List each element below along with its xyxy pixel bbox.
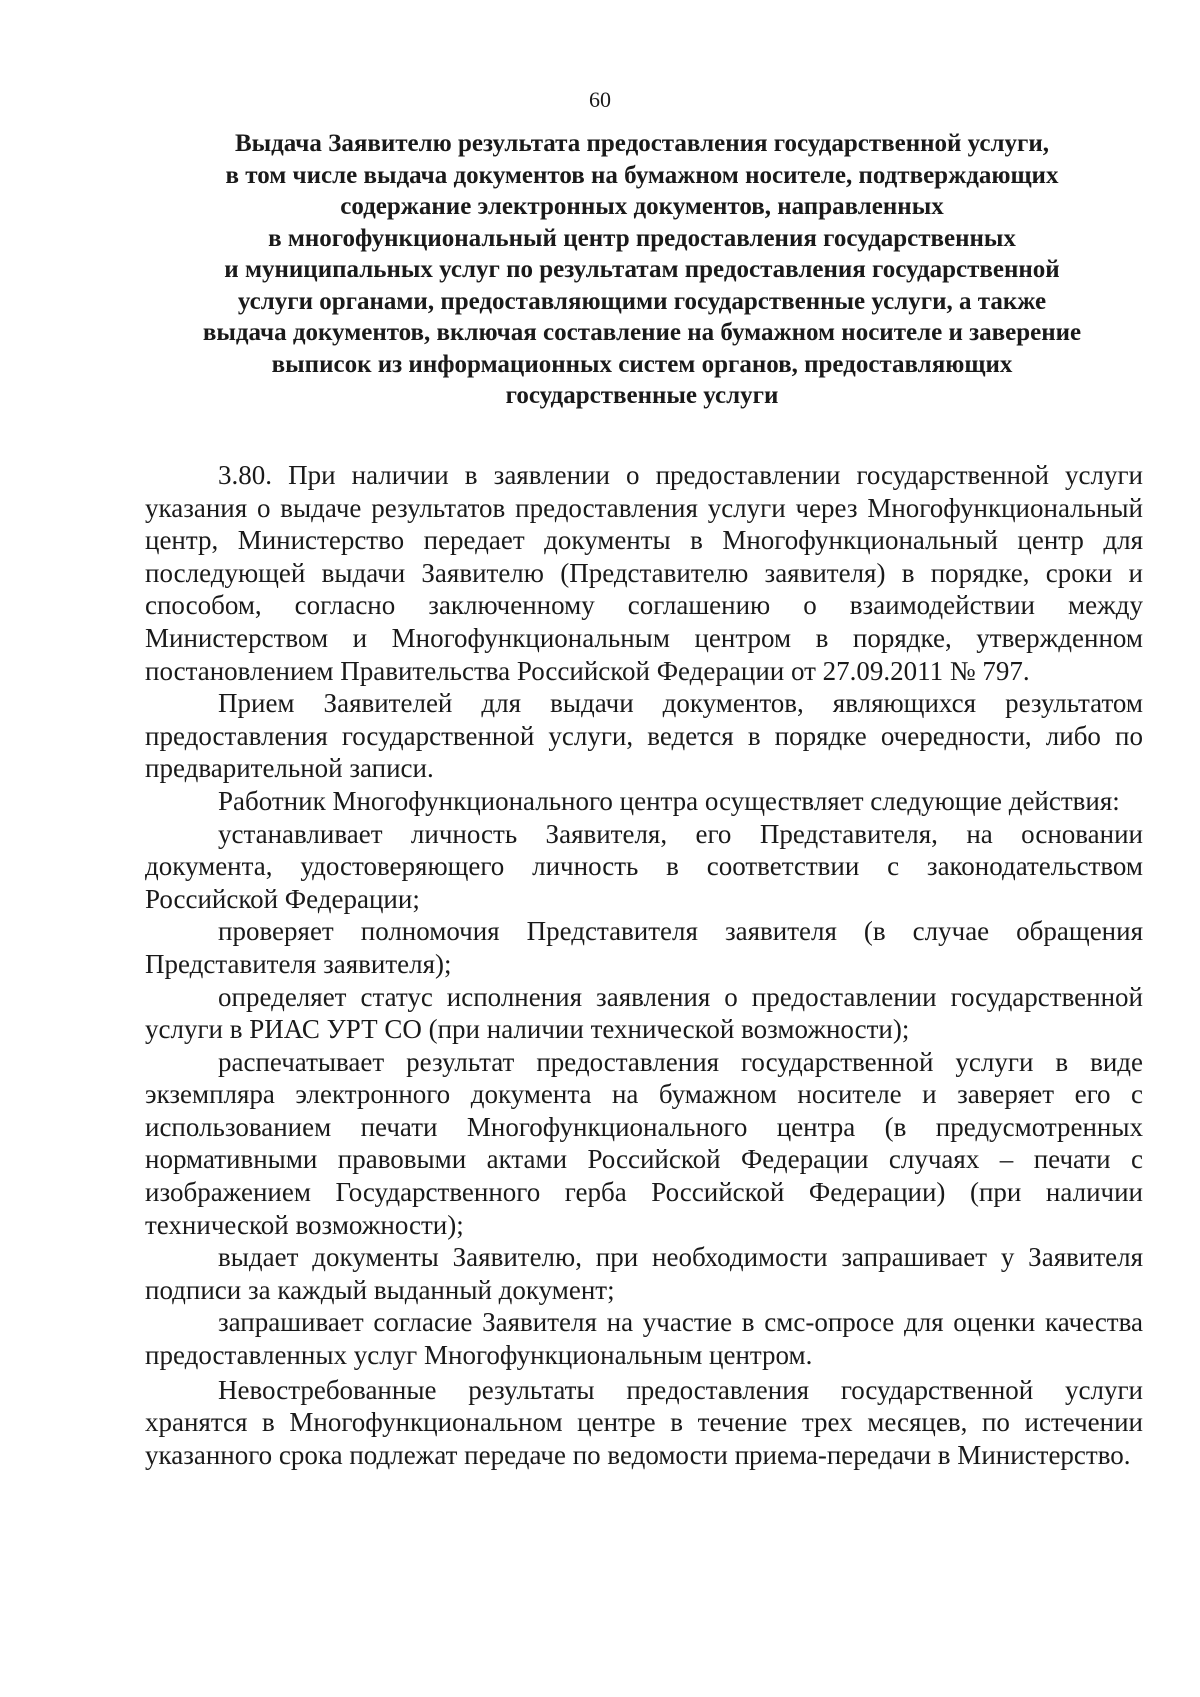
action-item-identity: устанавливает личность Заявителя, его Представителя, на основании документа, удостоверяющего личность в соответствии с законодательством Российской Федерации;	[145, 818, 1143, 914]
heading-line: выдача документов, включая составление на бумажном носителе и заверение	[202, 319, 1082, 346]
heading-line: Выдача Заявителю результата предоставления государственной услуги,	[234, 130, 1050, 157]
paragraph-unclaimed: Невостребованные результаты предоставления государственной услуги хранятся в Многофункциональном центре в течение трех месяцев, по истечении указанного срока подлежат передаче по ведомости приема-передачи в Министерство.	[145, 1374, 1143, 1470]
page-number: 60	[589, 87, 611, 112]
action-item-status: определяет статус исполнения заявления о предоставлении государственной услуги в РИАС УРТ СО (при наличии технической возможности);	[145, 981, 1143, 1045]
action-item-authority: проверяет полномочия Представителя заявителя (в случае обращения Представителя заявителя);	[145, 916, 1143, 979]
heading-line: в многофункциональный центр предоставления государственных	[268, 224, 1016, 252]
action-item-print: распечатывает результат предоставления государственной услуги в виде экземпляра электронного документа на бумажном носителе и заверяет его с использованием печати Многофункционального центра (в предусмотренных нормативными правовыми актами Российской Федерации случаях – печати с изображением Государственного герба Российской Федерации) (при наличии технической возможности);	[145, 1046, 1143, 1240]
heading-line: услуги органами, предоставляющими государственные услуги, а также	[237, 287, 1047, 315]
heading-line: в том числе выдача документов на бумажном носителе, подтверждающих	[225, 161, 1059, 189]
paragraph-worker-actions: Работник Многофункционального центра осуществляет следующие действия:	[218, 785, 1120, 816]
heading-line: и муниципальных услуг по результатам предоставления государственной	[224, 256, 1060, 283]
heading-line: государственные услуги	[505, 382, 779, 409]
body-text	[145, 459, 1143, 1471]
heading-line: содержание электронных документов, направленных	[340, 193, 944, 220]
heading-line: выписок из информационных систем органов, предоставляющих	[271, 350, 1013, 378]
paragraph-3-80: 3.80. При наличии в заявлении о предоставлении государственной услуги указания о выдаче результатов предоставления услуги через Многофункциональный центр, Министерство передает документы в Многофункциональный центр для последующей выдачи Заявителю (Представителю заявителя) в порядке, сроки и способом, согласно заключенному соглашению о взаимодействии между Министерством и Многофункциональным центром в порядке, утвержденном постановлением Правительства Российской Федерации от 27.09.2011 № 797.	[145, 460, 1143, 686]
section-heading	[140, 128, 1144, 412]
paragraph-reception: Прием Заявителей для выдачи документов, являющихся результатом предоставления государственной услуги, ведется в порядке очередности, либо по предварительной записи.	[145, 688, 1143, 784]
action-item-issue: выдает документы Заявителю, при необходимости запрашивает у Заявителя подписи за каждый выданный документ;	[145, 1242, 1143, 1305]
action-item-survey: запрашивает согласие Заявителя на участие в смс-опросе для оценки качества предоставленных услуг Многофункциональным центром.	[145, 1307, 1143, 1371]
